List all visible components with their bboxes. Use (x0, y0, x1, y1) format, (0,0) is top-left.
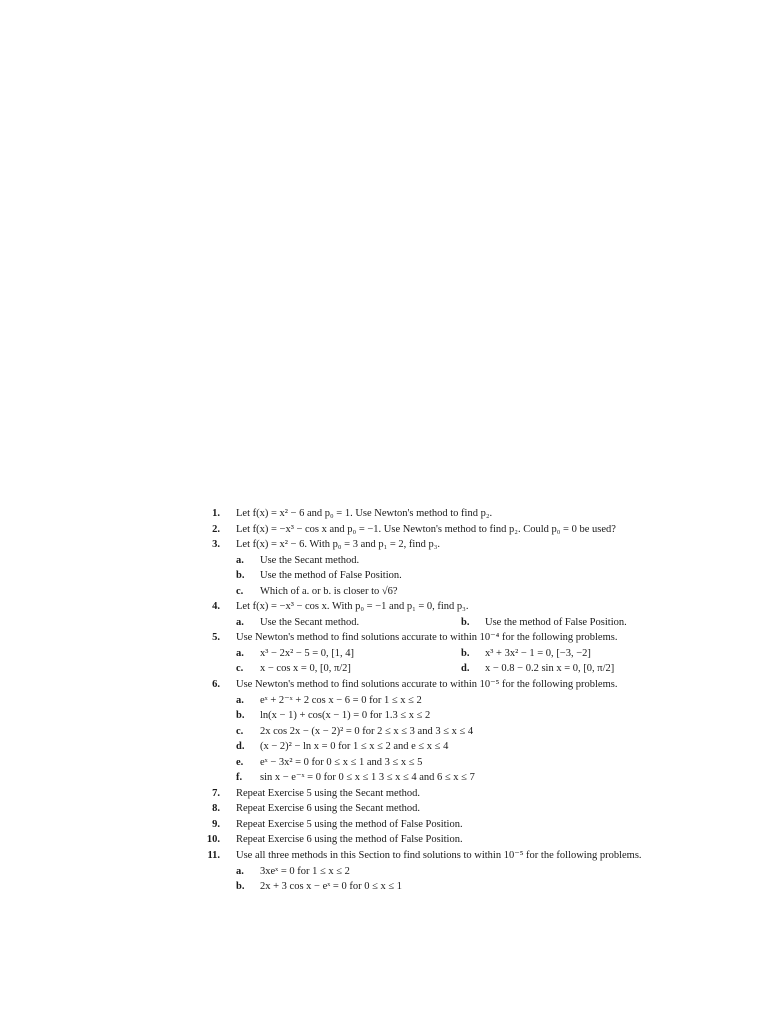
part-label: b. (236, 881, 245, 893)
exercise-1 (0, 506, 768, 522)
exercise-number: 10. (206, 834, 220, 846)
exercise-4-parts-ab (0, 615, 768, 631)
part-label: d. (461, 663, 470, 675)
part-label: b. (461, 647, 470, 659)
exercise-3-part-a (0, 553, 768, 569)
exercise-number: 3. (212, 539, 220, 551)
exercise-text: Use Newton's method to find solutions accurate to within 10⁻⁴ for the following problems. (236, 632, 618, 644)
exercise-10 (0, 832, 768, 848)
part-text: x³ − 2x² − 5 = 0, [1, 4] (260, 647, 355, 659)
exercise-number: 1. (212, 508, 220, 519)
exercise-4 (0, 599, 768, 615)
part-label: a. (236, 554, 244, 566)
part-text: (x − 2)² − ln x = 0 for 1 ≤ x ≤ 2 and e ≤ x ≤ 4 (260, 741, 449, 753)
exercise-6-part-b (0, 708, 768, 724)
part-label: a. (236, 865, 244, 877)
exercise-5-parts-cd (0, 661, 768, 677)
part-label: b. (236, 710, 245, 722)
part-label: a. (236, 694, 244, 706)
part-text: x³ + 3x² − 1 = 0, [−3, −2] (485, 647, 591, 659)
part-label: b. (461, 616, 470, 628)
part-text: Use the Secant method. (260, 616, 360, 628)
exercise-number: 8. (212, 803, 220, 815)
exercise-text: Let f(x) = x² − 6 and p₀ = 1. Use Newton's method to find p₂. (236, 508, 493, 519)
exercise-3 (0, 537, 768, 553)
part-text: eˣ + 2⁻ˣ + 2 cos x − 6 = 0 for 1 ≤ x ≤ 2 (260, 694, 422, 706)
exercise-number: 6. (212, 679, 220, 691)
exercise-6-part-d (0, 739, 768, 755)
exercise-number: 2. (212, 523, 220, 535)
exercise-text: Use Newton's method to find solutions accurate to within 10⁻⁵ for the following problems. (236, 679, 618, 691)
exercise-text: Repeat Exercise 6 using the method of False Position. (236, 834, 463, 846)
exercise-3-part-c (0, 584, 768, 600)
part-label: e. (236, 756, 244, 768)
part-label: a. (236, 616, 244, 628)
part-text: 2x cos 2x − (x − 2)² = 0 for 2 ≤ x ≤ 3 and 3 ≤ x ≤ 4 (260, 725, 474, 737)
exercise-text: Repeat Exercise 5 using the method of False Position. (236, 818, 463, 830)
part-label: c. (236, 725, 244, 737)
part-text: ln(x − 1) + cos(x − 1) = 0 for 1.3 ≤ x ≤ 2 (260, 710, 431, 722)
part-label: d. (236, 741, 245, 753)
exercise-text: Let f(x) = x² − 6. With p₀ = 3 and p₁ = 2, find p₃. (236, 539, 441, 551)
exercise-number: 5. (212, 632, 220, 644)
part-text: Use the method of False Position. (485, 616, 627, 628)
exercise-text: Repeat Exercise 5 using the Secant method. (236, 787, 420, 799)
part-text: x − 0.8 − 0.2 sin x = 0, [0, π/2] (485, 663, 615, 675)
exercise-6 (0, 677, 768, 693)
part-label: a. (236, 647, 244, 659)
part-text: Use the method of False Position. (260, 570, 402, 582)
exercise-text: Let f(x) = −x³ − cos x and p₀ = −1. Use Newton's method to find p₂. Could p₀ = 0 be used? (236, 523, 616, 535)
part-label: c. (236, 585, 244, 597)
part-label: c. (236, 663, 244, 675)
exercise-number: 9. (212, 818, 220, 830)
exercise-number: 11. (207, 850, 220, 862)
part-text: x − cos x = 0, [0, π/2] (260, 663, 351, 675)
part-text: Use the Secant method. (260, 554, 360, 566)
exercise-7 (0, 786, 768, 802)
exercise-6-part-e (0, 755, 768, 771)
part-text: eˣ − 3x² = 0 for 0 ≤ x ≤ 1 and 3 ≤ x ≤ 5 (260, 756, 423, 768)
exercise-list (0, 506, 768, 895)
exercise-6-part-f (0, 770, 768, 786)
exercise-11 (0, 848, 768, 864)
part-label: f. (236, 772, 243, 784)
part-label: b. (236, 570, 245, 582)
exercise-6-part-a (0, 693, 768, 709)
exercise-8 (0, 801, 768, 817)
exercise-number: 7. (212, 787, 220, 799)
part-text: sin x − e⁻ˣ = 0 for 0 ≤ x ≤ 1 3 ≤ x ≤ 4 and 6 ≤ x ≤ 7 (260, 772, 475, 784)
exercise-5 (0, 630, 768, 646)
exercise-6-part-c (0, 724, 768, 740)
exercise-5-parts-ab (0, 646, 768, 662)
exercise-number: 4. (212, 601, 220, 613)
exercise-2 (0, 522, 768, 538)
exercise-text: Let f(x) = −x³ − cos x. With p₀ = −1 and p₁ = 0, find p₃. (236, 601, 469, 613)
part-text: 2x + 3 cos x − eˣ = 0 for 0 ≤ x ≤ 1 (260, 881, 402, 893)
part-text: 3xeˣ = 0 for 1 ≤ x ≤ 2 (260, 865, 350, 877)
exercise-11-part-a (0, 864, 768, 880)
part-text: Which of a. or b. is closer to √6? (260, 585, 398, 597)
exercise-9 (0, 817, 768, 833)
exercise-3-part-b (0, 568, 768, 584)
exercise-11-part-b (0, 879, 768, 895)
exercise-text: Use all three methods in this Section to find solutions to within 10⁻⁵ for the following problems. (236, 850, 642, 862)
exercise-text: Repeat Exercise 6 using the Secant method. (236, 803, 420, 815)
